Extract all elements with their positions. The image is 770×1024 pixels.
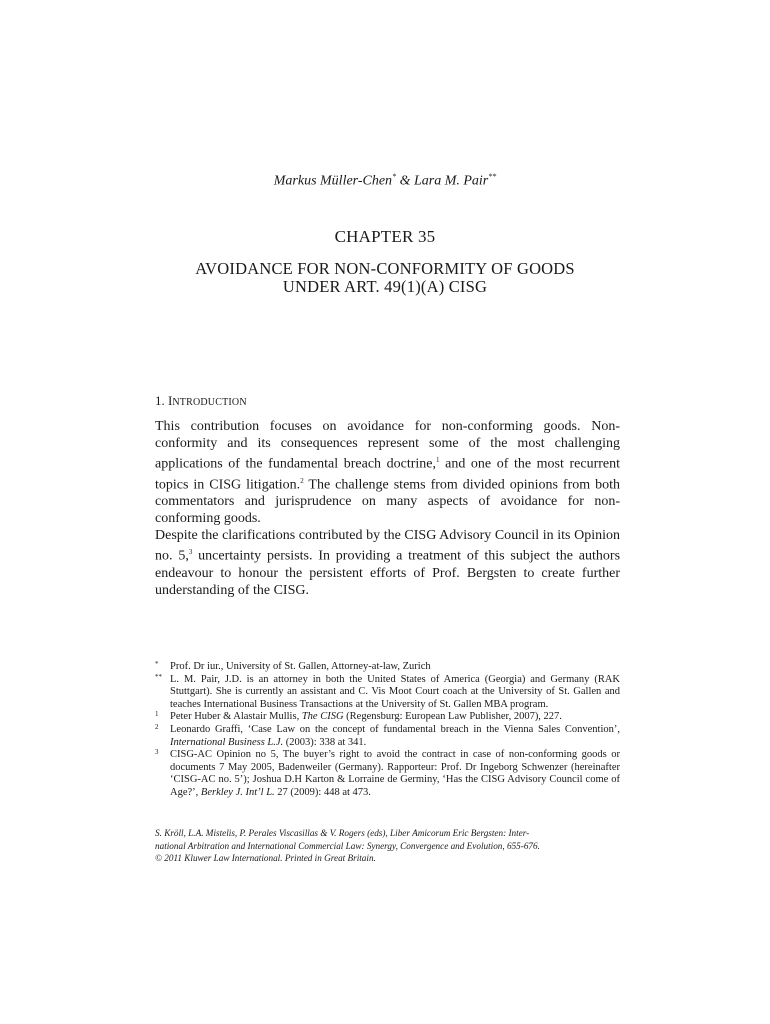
footnote-mark: 1 [155,710,159,719]
chapter-title-line-1: AVOIDANCE FOR NON-CONFORMITY OF GOODS [195,259,575,278]
author-separator: & [396,173,414,189]
footnote-italic-title: The CISG [301,711,344,723]
footnote-text: 27 (2009): 448 at 473. [274,786,371,798]
footnote-text: (Regensburg: European Law Publisher, 2007), 227. [343,711,562,723]
author-footnote-mark-2: ** [488,172,497,181]
paragraph-text: Despite the clarifications contributed by the CISG Advisory Council in its Opinion no. 5, [155,528,620,564]
footnote-text: Prof. Dr iur., University of St. Gallen, Attorney-at-law, Zurich [170,661,431,672]
chapter-number: CHAPTER 35 [334,227,436,246]
author-footnote-mark-1: * [392,172,397,181]
chapter-authors [0,172,770,190]
footnote-italic-title: International Business L.J. [170,736,284,748]
section-number: 1. [155,393,168,408]
footnote-3 [155,749,620,799]
footnote-double-star [155,674,620,712]
footnote-italic-title: Berkley J. Int’l L. [200,786,275,798]
section-heading [155,393,247,409]
footnote-text: CISG-AC Opinion no 5, The buyer’s right to avoid the contract in case of non-conforming goods or documents 7 May 2005, Badenweiler (Germany). Rapporteur: Prof. Dr Ingeborg Schwenzer (hereinafter ‘CISG-AC no. 5’); Joshua D.H Karton & Lorraine de Germiny, ‘Has the CISG Advisory Council come of Age?’, [170,749,620,798]
footnote-mark: 3 [155,748,159,757]
citation-line-2: national Arbitration and International Commercial Law: Synergy, Convergence and Evolution, 655-676. [155,840,540,851]
footnote-ref-3[interactable]: 3 [188,548,193,556]
author-name-2: Lara M. Pair [413,173,489,189]
paragraph-text: This contribution focuses on avoidance for non-conforming goods. Non-conformity and its consequences represent some of the most challenging applications of the fundamental breach doctrine, [155,419,620,472]
paragraph-text: The challenge stems from divided opinions from both commentators and jurisprudence on many aspects of avoidance for non-conforming goods. [155,477,621,527]
footnote-text: Peter Huber & Alastair Mullis, [170,711,302,723]
paragraph-text: and one of the most recurrent topics in CISG litigation. [155,456,620,493]
section-title-rest: NTRODUCTION [172,397,247,408]
citation-line-1: S. Kröll, L.A. Mistelis, P. Perales Viscasillas & V. Rogers (eds), Liber Amicorum Eric Bergsten: Inter- [155,828,530,838]
footnote-star [155,661,620,674]
footnote-ref-1[interactable]: 1 [436,456,440,464]
copyright-line: © 2011 Kluwer Law International. Printed in Great Britain. [155,853,376,864]
footnotes-section [155,661,620,800]
footnote-text: Leonardo Graffi, ‘Case Law on the concept of fundamental breach in the Vienna Sales Convention’, [170,723,620,735]
body-paragraph-1 [155,418,620,527]
footnote-text: L. M. Pair, J.D. is an attorney in both the United States of America (Georgia) and Germany (RAK Stuttgart). She is currently an assistant and C. Vis Moot Court coach at the University of St. Gallen and teaches International Business Transactions at the University of St. Gallen MBA program. [170,673,620,710]
chapter-title [0,260,770,296]
footnote-text: (2003): 338 at 341. [283,736,367,748]
footnote-mark: 2 [155,722,159,731]
section-title-initial: I [168,393,173,408]
footnote-1 [155,711,620,724]
body-paragraph-2 [155,527,620,599]
paragraph-text: uncertainty persists. In providing a treatment of this subject the authors endeavour to honour the persistent efforts of Prof. Bergsten to create further understanding of the CISG. [155,548,621,598]
footnote-mark: ** [155,672,162,681]
footnote-mark: * [155,660,159,668]
footnote-ref-2[interactable]: 2 [300,476,304,485]
chapter-title-line-2: UNDER ART. 49(1)(A) CISG [282,277,488,296]
footnote-2 [155,724,620,749]
author-name-1: Markus Müller-Chen [273,173,393,189]
source-citation [155,827,625,865]
